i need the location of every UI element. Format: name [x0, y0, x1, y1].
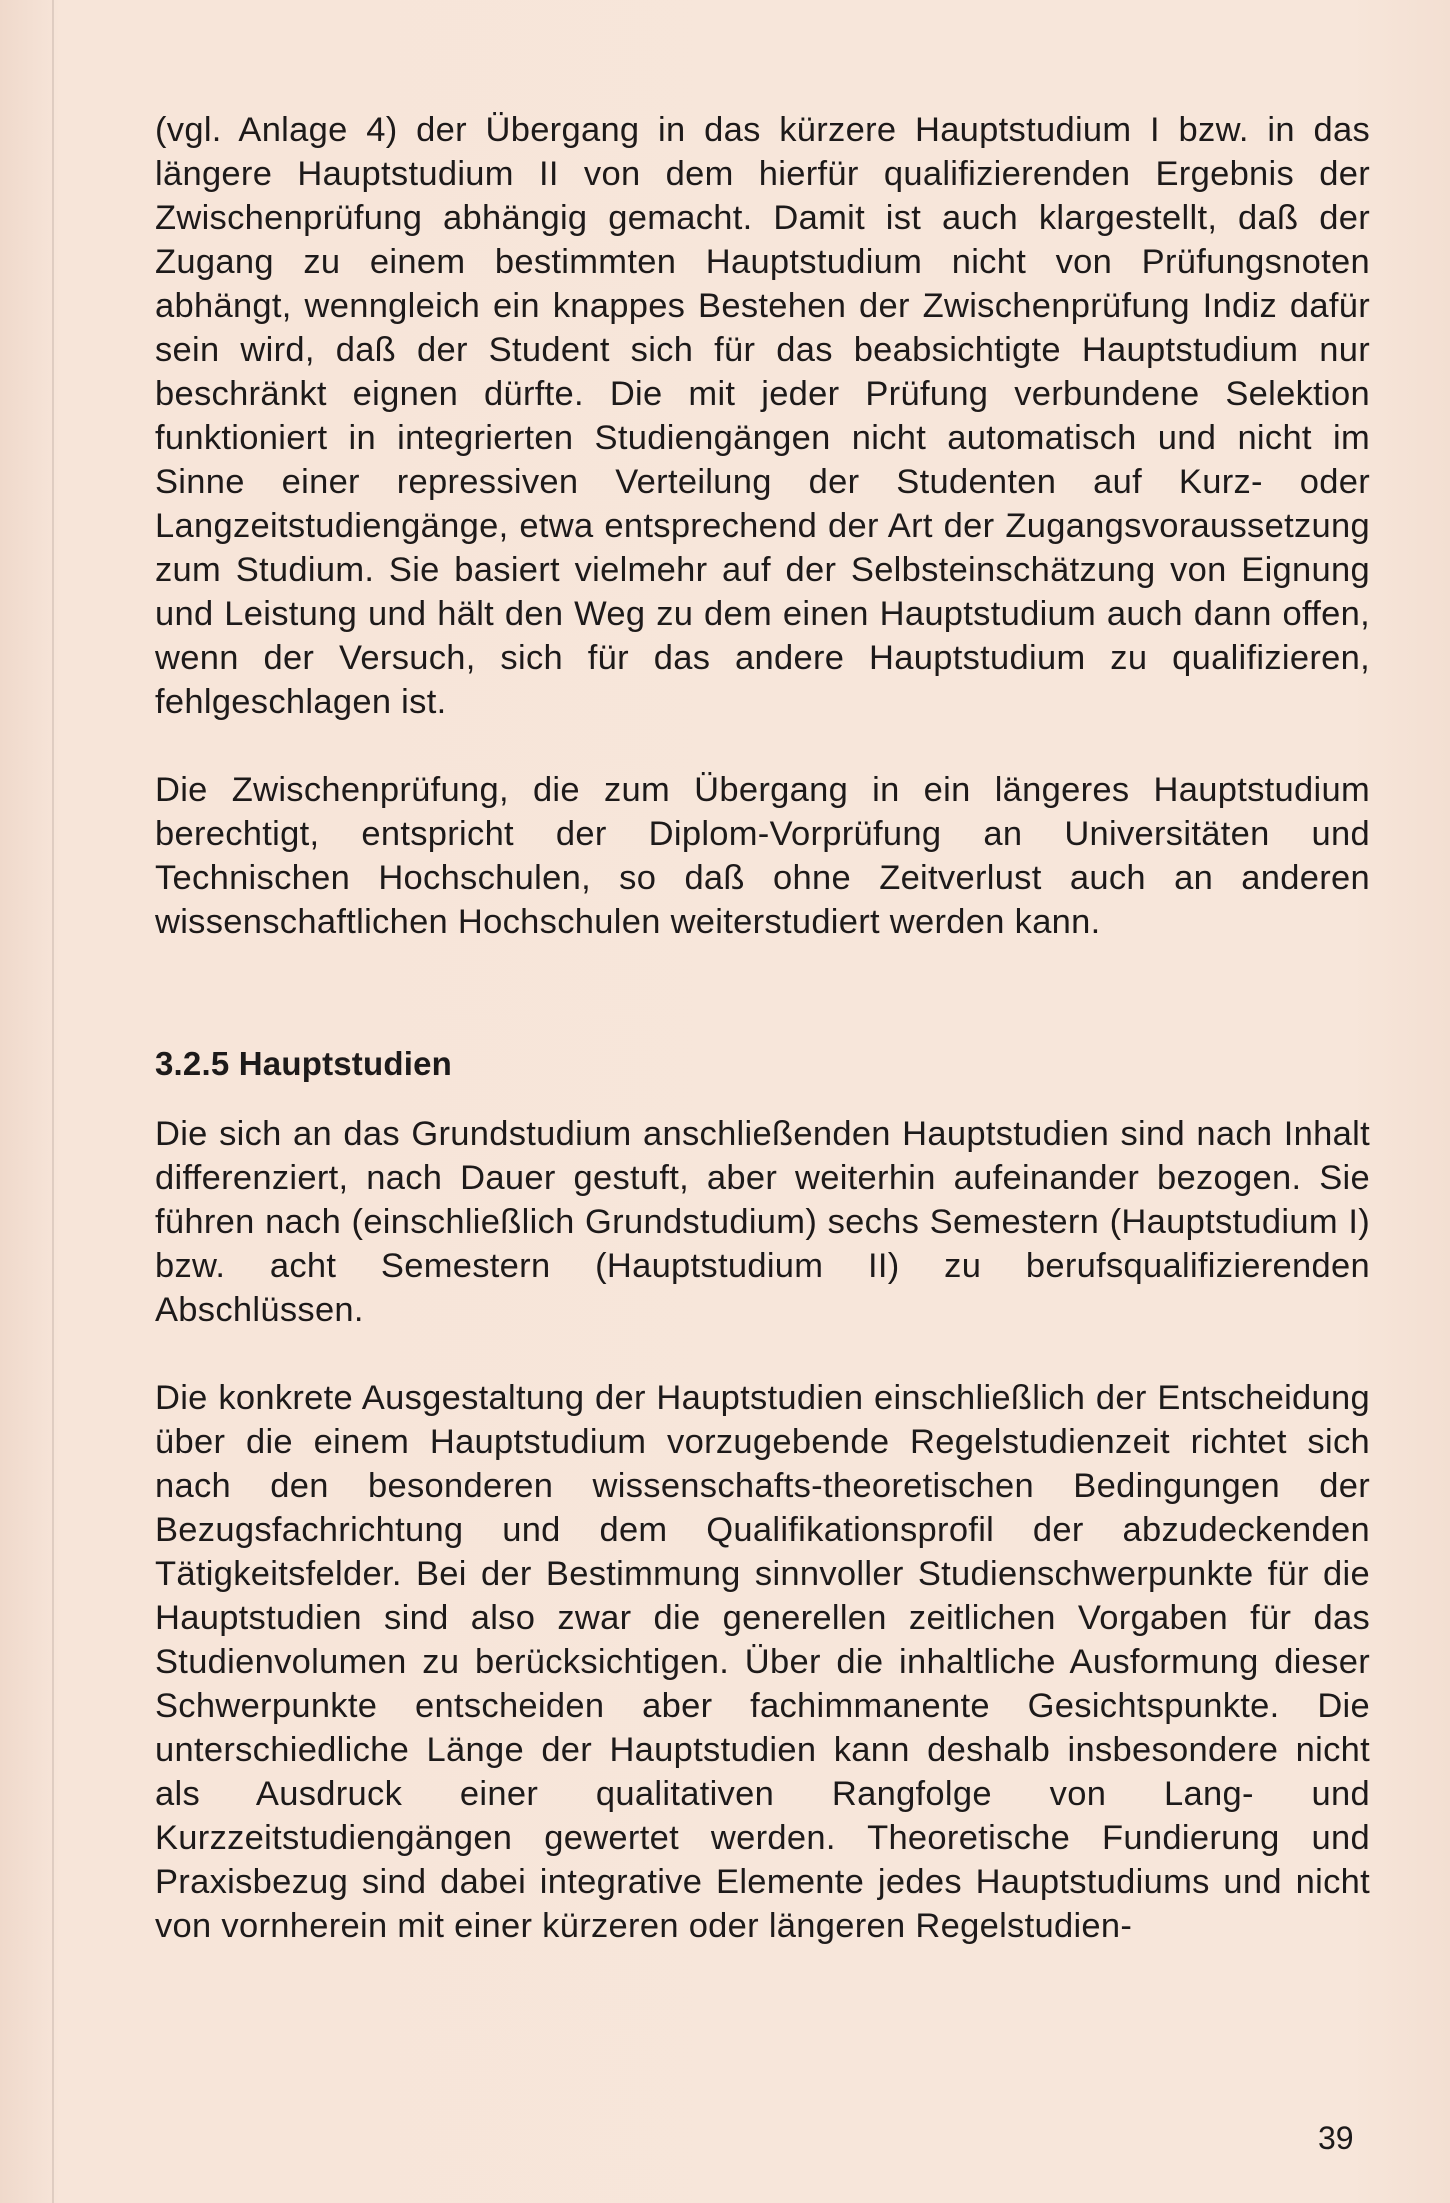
- page-number: 39: [1318, 2120, 1354, 2156]
- page-gutter-line: [52, 0, 54, 2203]
- section-heading: 3.2.5 Hauptstudien: [155, 1045, 452, 1082]
- paragraph-1: (vgl. Anlage 4) der Übergang in das kürzere Hauptstudium I bzw. in das längere Hauptstudium II von dem hierfür qualifizierenden Ergebnis der Zwischenprüfung abhängig gemacht. Damit ist auch klargestellt, daß der Zugang zu einem bestimmten Hauptstudium nicht von Prüfungsnoten abhängt, wenngleich ein knappes Bestehen der Zwischenprüfung Indiz dafür sein wird, daß der Student sich für das beabsichtigte Hauptstudium nur beschränkt eignen dürfte. Die mit jeder Prüfung verbundene Selektion funktioniert in integrierten Studiengängen nicht automatisch und nicht im Sinne einer repressiven Verteilung der Studenten auf Kurz- oder Langzeitstudiengänge, etwa entsprechend der Art der Zugangsvoraussetzung zum Studium. Sie basiert vielmehr auf der Selbsteinschätzung von Eignung und Leistung und hält den Weg zu dem einen Hauptstudium auch dann offen, wenn der Versuch, sich für das andere Hauptstudium zu qualifizieren, fehlgeschlagen ist.: [155, 111, 1370, 721]
- paragraph-3: Die sich an das Grundstudium anschließenden Hauptstudien sind nach Inhalt differenziert, nach Dauer gestuft, aber weiterhin aufeinander bezogen. Sie führen nach (einschließlich Grundstudium) sechs Semestern (Hauptstudium I) bzw. acht Semestern (Hauptstudium II) zu berufsqualifizierenden Abschlüssen.: [155, 1115, 1370, 1329]
- text-column: [155, 108, 1370, 1948]
- paragraph-2: Die Zwischenprüfung, die zum Übergang in ein längeres Hauptstudium berechtigt, entspricht der Diplom-Vorprüfung an Universitäten und Technischen Hochschulen, so daß ohne Zeitverlust auch an anderen wissenschaftlichen Hochschulen weiterstudiert werden kann.: [155, 771, 1370, 941]
- paragraph-4: Die konkrete Ausgestaltung der Hauptstudien einschließlich der Entscheidung über die einem Hauptstudium vorzugebende Regelstudienzeit richtet sich nach den besonderen wissenschafts-theoretischen Bedingungen der Bezugsfachrichtung und dem Qualifikationsprofil der abzudeckenden Tätigkeitsfelder. Bei der Bestimmung sinnvoller Studienschwerpunkte für die Hauptstudien sind also zwar die generellen zeitlichen Vorgaben für das Studienvolumen zu berücksichtigen. Über die inhaltliche Ausformung dieser Schwerpunkte entscheiden aber fachimmanente Gesichtspunkte. Die unterschiedliche Länge der Hauptstudien kann deshalb insbesondere nicht als Ausdruck einer qualitativen Rangfolge von Lang- und Kurzzeitstudiengängen gewertet werden. Theoretische Fundierung und Praxisbezug sind dabei integrative Elemente jedes Hauptstudiums und nicht von vornherein mit einer kürzeren oder längeren Regelstudien-: [155, 1379, 1370, 1945]
